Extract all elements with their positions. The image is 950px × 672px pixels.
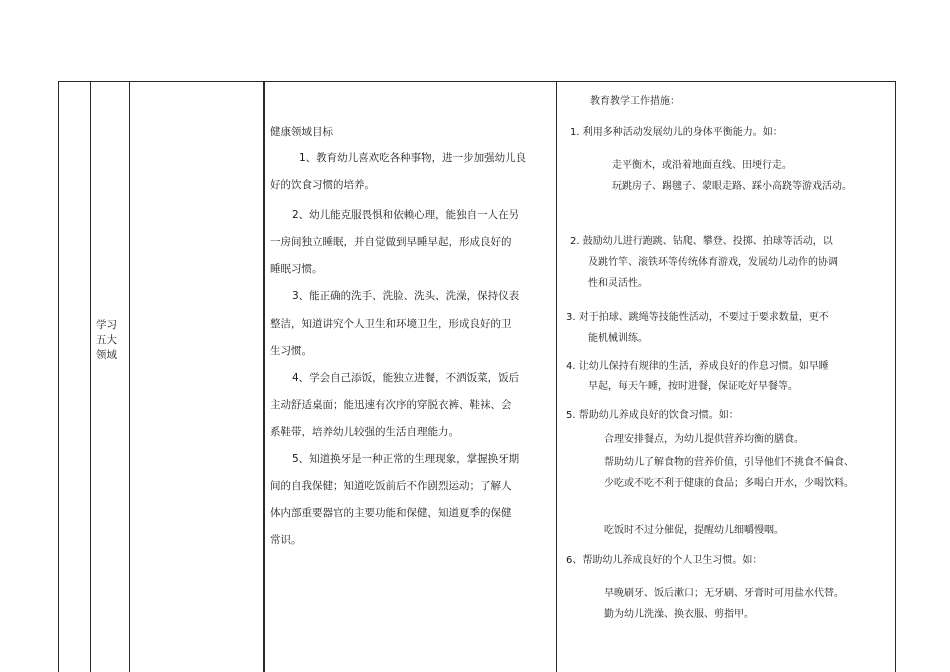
left-line: 整洁，知道讲究个人卫生和环境卫生，形成良好的卫 — [270, 318, 512, 330]
right-line: 吃饭时不过分催促，提醒幼儿细嚼慢咽。 — [604, 525, 784, 536]
left-line: 4、学会自己添饭，能独立进餐，不洒饭菜，饭后 — [292, 372, 520, 384]
left-line: 2、幼儿能克服畏惧和依赖心理，能独自一人在另 — [292, 209, 520, 221]
right-line: 玩跳房子、踢毽子、蒙眼走路、踩小高跷等游戏活动。 — [612, 181, 852, 192]
right-line: 4. 让幼儿保持有规律的生活，养成良好的作息习惯。如早睡 — [566, 361, 829, 372]
right-line: 性和灵活性。 — [588, 278, 648, 289]
left-line: 1、教育幼儿喜欢吃各种事物，进一步加强幼儿良 — [299, 152, 527, 164]
left-line: 常识。 — [270, 534, 302, 546]
right-line: 少吃或不吃不利于健康的食品；多喝白开水，少喝饮料。 — [604, 478, 854, 489]
right-line: 早起，每天午睡，按时进餐，保证吃好早餐等。 — [588, 381, 798, 392]
column-divider-1 — [90, 81, 91, 672]
right-line: 5. 帮助幼儿养成良好的饮食习惯。如： — [566, 410, 739, 421]
left-line: 一房间独立睡眠，并自觉做到早睡早起，形成良好的 — [270, 236, 512, 248]
left-line: 系鞋带，培养幼儿较强的生活自理能力。 — [270, 426, 459, 438]
right-line: 及跳竹竿、滚铁环等传统体育游戏，发展幼儿动作的协调 — [588, 257, 838, 268]
table-top-border — [58, 81, 896, 82]
left-heading: 健康领域目标 — [270, 126, 333, 138]
right-line: 合理安排餐点，为幼儿提供营养均衡的膳食。 — [604, 434, 804, 445]
left-line: 主动舒适桌面；能迅速有次序的穿脱衣裤、鞋袜、会 — [270, 399, 512, 411]
right-line: 能机械训练。 — [588, 333, 648, 344]
left-line: 生习惯。 — [270, 345, 312, 357]
left-line: 5、知道换牙是一种正常的生理现象，掌握换牙期 — [292, 453, 520, 465]
right-heading: 教育教学工作措施： — [590, 96, 680, 107]
right-line: 勤为幼儿洗澡、换衣服、剪指甲。 — [604, 609, 754, 620]
right-line: 3. 对于拍球、跳绳等技能性活动，不要过于要求数量，更不 — [566, 312, 829, 323]
column-divider-4 — [556, 81, 557, 672]
right-line: 6、帮助幼儿养成良好的个人卫生习惯。如： — [566, 555, 763, 566]
right-line: 2. 鼓励幼儿进行跑跳、钻爬、攀登、投掷、拍球等活动，以 — [570, 236, 833, 247]
left-line: 睡眠习惯。 — [270, 263, 323, 275]
table-right-border — [895, 81, 896, 672]
left-line: 间的自我保健；知道吃饭前后不作剧烈运动；了解人 — [270, 480, 512, 492]
left-line: 好的饮食习惯的培养。 — [270, 179, 375, 191]
table-left-border — [58, 81, 59, 672]
right-line: 走平衡木，或沿着地面直线、田埂行走。 — [612, 160, 792, 171]
right-line: 帮助幼儿了解食物的营养价值，引导他们不挑食不偏食、 — [604, 457, 854, 468]
left-line: 3、能正确的洗手、洗脸、洗头、洗澡，保持仪表 — [292, 290, 520, 302]
column-divider-3 — [263, 81, 265, 672]
domain-label: 学习 五大 领域 — [96, 319, 117, 361]
right-line: 早晚刷牙、饭后漱口；无牙刷、牙膏时可用盐水代替。 — [604, 588, 844, 599]
column-divider-2 — [129, 81, 130, 672]
left-line: 体内部重要器官的主要功能和保健，知道夏季的保健 — [270, 507, 512, 519]
right-line: 1. 利用多种活动发展幼儿的身体平衡能力。如： — [570, 127, 783, 138]
